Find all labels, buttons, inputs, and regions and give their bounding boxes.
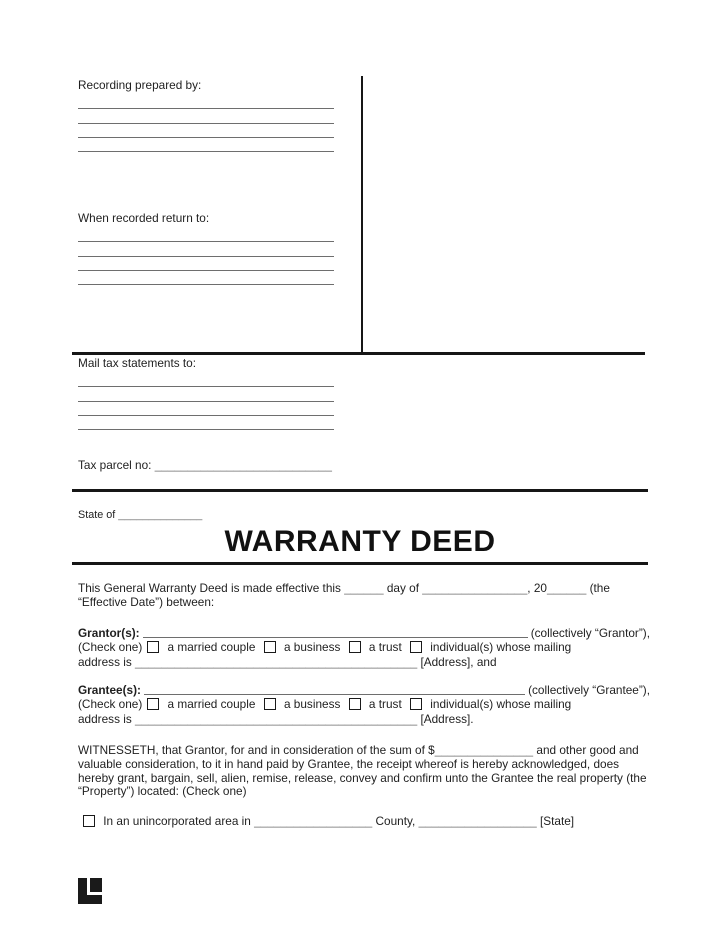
write-in-blank[interactable]: ___________________________________________ [135, 654, 418, 669]
checkbox[interactable] [410, 698, 422, 710]
recording-prepared-by-label: Recording prepared by: [78, 78, 202, 92]
when-recorded-return-label: When recorded return to: [78, 211, 210, 225]
text-run: This General Warranty Deed is made effective this [78, 581, 345, 595]
text-run: [Address]. [417, 711, 474, 726]
text-run: [Address], and [417, 654, 497, 669]
deed-title: WARRANTY DEED [224, 525, 496, 558]
write-in-blank[interactable]: ___________________________ [154, 458, 332, 472]
tax-parcel-line [78, 459, 332, 473]
checkbox[interactable] [83, 815, 95, 827]
recorder-box-bottom-rule [72, 352, 645, 355]
text-run: [State] [536, 814, 575, 828]
text-run: a trust [365, 697, 405, 712]
checkbox[interactable] [349, 698, 361, 710]
mail-tax-statements-section [78, 357, 334, 430]
grantor-check-one-line [78, 641, 650, 655]
ruled-line[interactable] [78, 228, 334, 242]
ruled-line[interactable] [78, 402, 334, 416]
checkbox[interactable] [349, 641, 361, 653]
text-run: State of [78, 509, 119, 521]
mail-tax-statements-label: Mail tax statements to: [78, 356, 197, 370]
checkbox[interactable] [264, 641, 276, 653]
write-in-blank[interactable]: ______ [344, 581, 384, 595]
text-run: (Check one) [78, 697, 143, 712]
ruled-line[interactable] [78, 138, 334, 152]
text-run: a married couple [164, 697, 259, 712]
text-run: County, [372, 814, 419, 828]
text-run: a business [280, 697, 344, 712]
write-in-blank[interactable]: _______________ [434, 743, 534, 757]
text-run: “Effective Date”) between: [78, 594, 215, 609]
text-run: (collectively “Grantor”), [530, 626, 650, 640]
checkbox[interactable] [147, 641, 159, 653]
state-of-line [78, 509, 202, 523]
text-run: (collectively “Grantee”), [528, 683, 650, 697]
recording-write-lines [78, 95, 334, 153]
ruled-line[interactable] [78, 257, 334, 271]
title-top-rule [72, 489, 648, 492]
write-in-blank[interactable]: ________________ [422, 581, 528, 595]
mail-write-lines [78, 373, 334, 431]
text-run: address is [78, 654, 136, 669]
ruled-line[interactable] [78, 387, 334, 401]
checkbox[interactable] [410, 641, 422, 653]
ruled-line[interactable] [78, 95, 334, 109]
recording-prepared-by-section [78, 79, 334, 152]
bold-label: Grantor(s): [78, 626, 140, 640]
intro-paragraph [78, 582, 650, 610]
text-run: , 20 [527, 581, 547, 595]
when-recorded-return-section [78, 212, 334, 285]
text-run: address is [78, 711, 136, 726]
write-in-blank[interactable]: ______________ [118, 509, 203, 521]
ruled-line[interactable] [78, 242, 334, 256]
checkbox[interactable] [264, 698, 276, 710]
intro-line [78, 596, 650, 610]
located-option-row [78, 815, 574, 829]
write-in-blank[interactable]: ______ [546, 581, 587, 595]
grantee-check-one-line [78, 698, 650, 712]
title-bottom-rule [72, 562, 648, 565]
grantee-paragraph [78, 684, 650, 727]
return-write-lines [78, 228, 334, 286]
intro-line [78, 582, 650, 596]
ruled-line[interactable] [78, 416, 334, 430]
ruled-line[interactable] [78, 124, 334, 138]
grantor-address-line [78, 656, 650, 670]
text-run: (the [586, 581, 610, 595]
text-run: WITNESSETH, that Grantor, for and in consideration of the sum of $ [78, 743, 435, 757]
text-run: and other good and valuable consideration, to it in hand paid by Grantee, the receipt whereof is hereby acknowledged, does hereby grant, bargain, sell, alien, remise, release, convey and confirm unto the Grantee the real property (the “Property”) located: (Check one) [78, 743, 647, 799]
write-in-blank-line[interactable] [144, 693, 525, 695]
text-run: individual(s) whose mailing [427, 697, 572, 712]
text-run: Tax parcel no: [78, 458, 155, 472]
column-divider [361, 76, 363, 353]
legal-templates-logo-icon [78, 878, 102, 904]
witnesseth-paragraph [78, 744, 656, 799]
grantee-name-line [78, 684, 650, 698]
text-run: a business [280, 640, 344, 655]
text-run: (Check one) [78, 640, 143, 655]
text-run: In an unincorporated area in [100, 814, 255, 828]
ruled-line[interactable] [78, 271, 334, 285]
ruled-line[interactable] [78, 109, 334, 123]
bold-label: Grantee(s): [78, 683, 141, 697]
text-run: day of [383, 581, 423, 595]
grantor-paragraph [78, 627, 650, 670]
write-in-blank-line[interactable] [143, 636, 528, 638]
text-run: a married couple [164, 640, 259, 655]
text-run: a trust [365, 640, 405, 655]
write-in-blank[interactable]: __________________ [418, 814, 537, 828]
checkbox[interactable] [147, 698, 159, 710]
write-in-blank[interactable]: __________________ [254, 814, 373, 828]
text-run: individual(s) whose mailing [427, 640, 572, 655]
grantor-name-line [78, 627, 650, 641]
ruled-line[interactable] [78, 373, 334, 387]
grantee-address-line [78, 713, 650, 727]
write-in-blank[interactable]: ___________________________________________ [135, 711, 418, 726]
